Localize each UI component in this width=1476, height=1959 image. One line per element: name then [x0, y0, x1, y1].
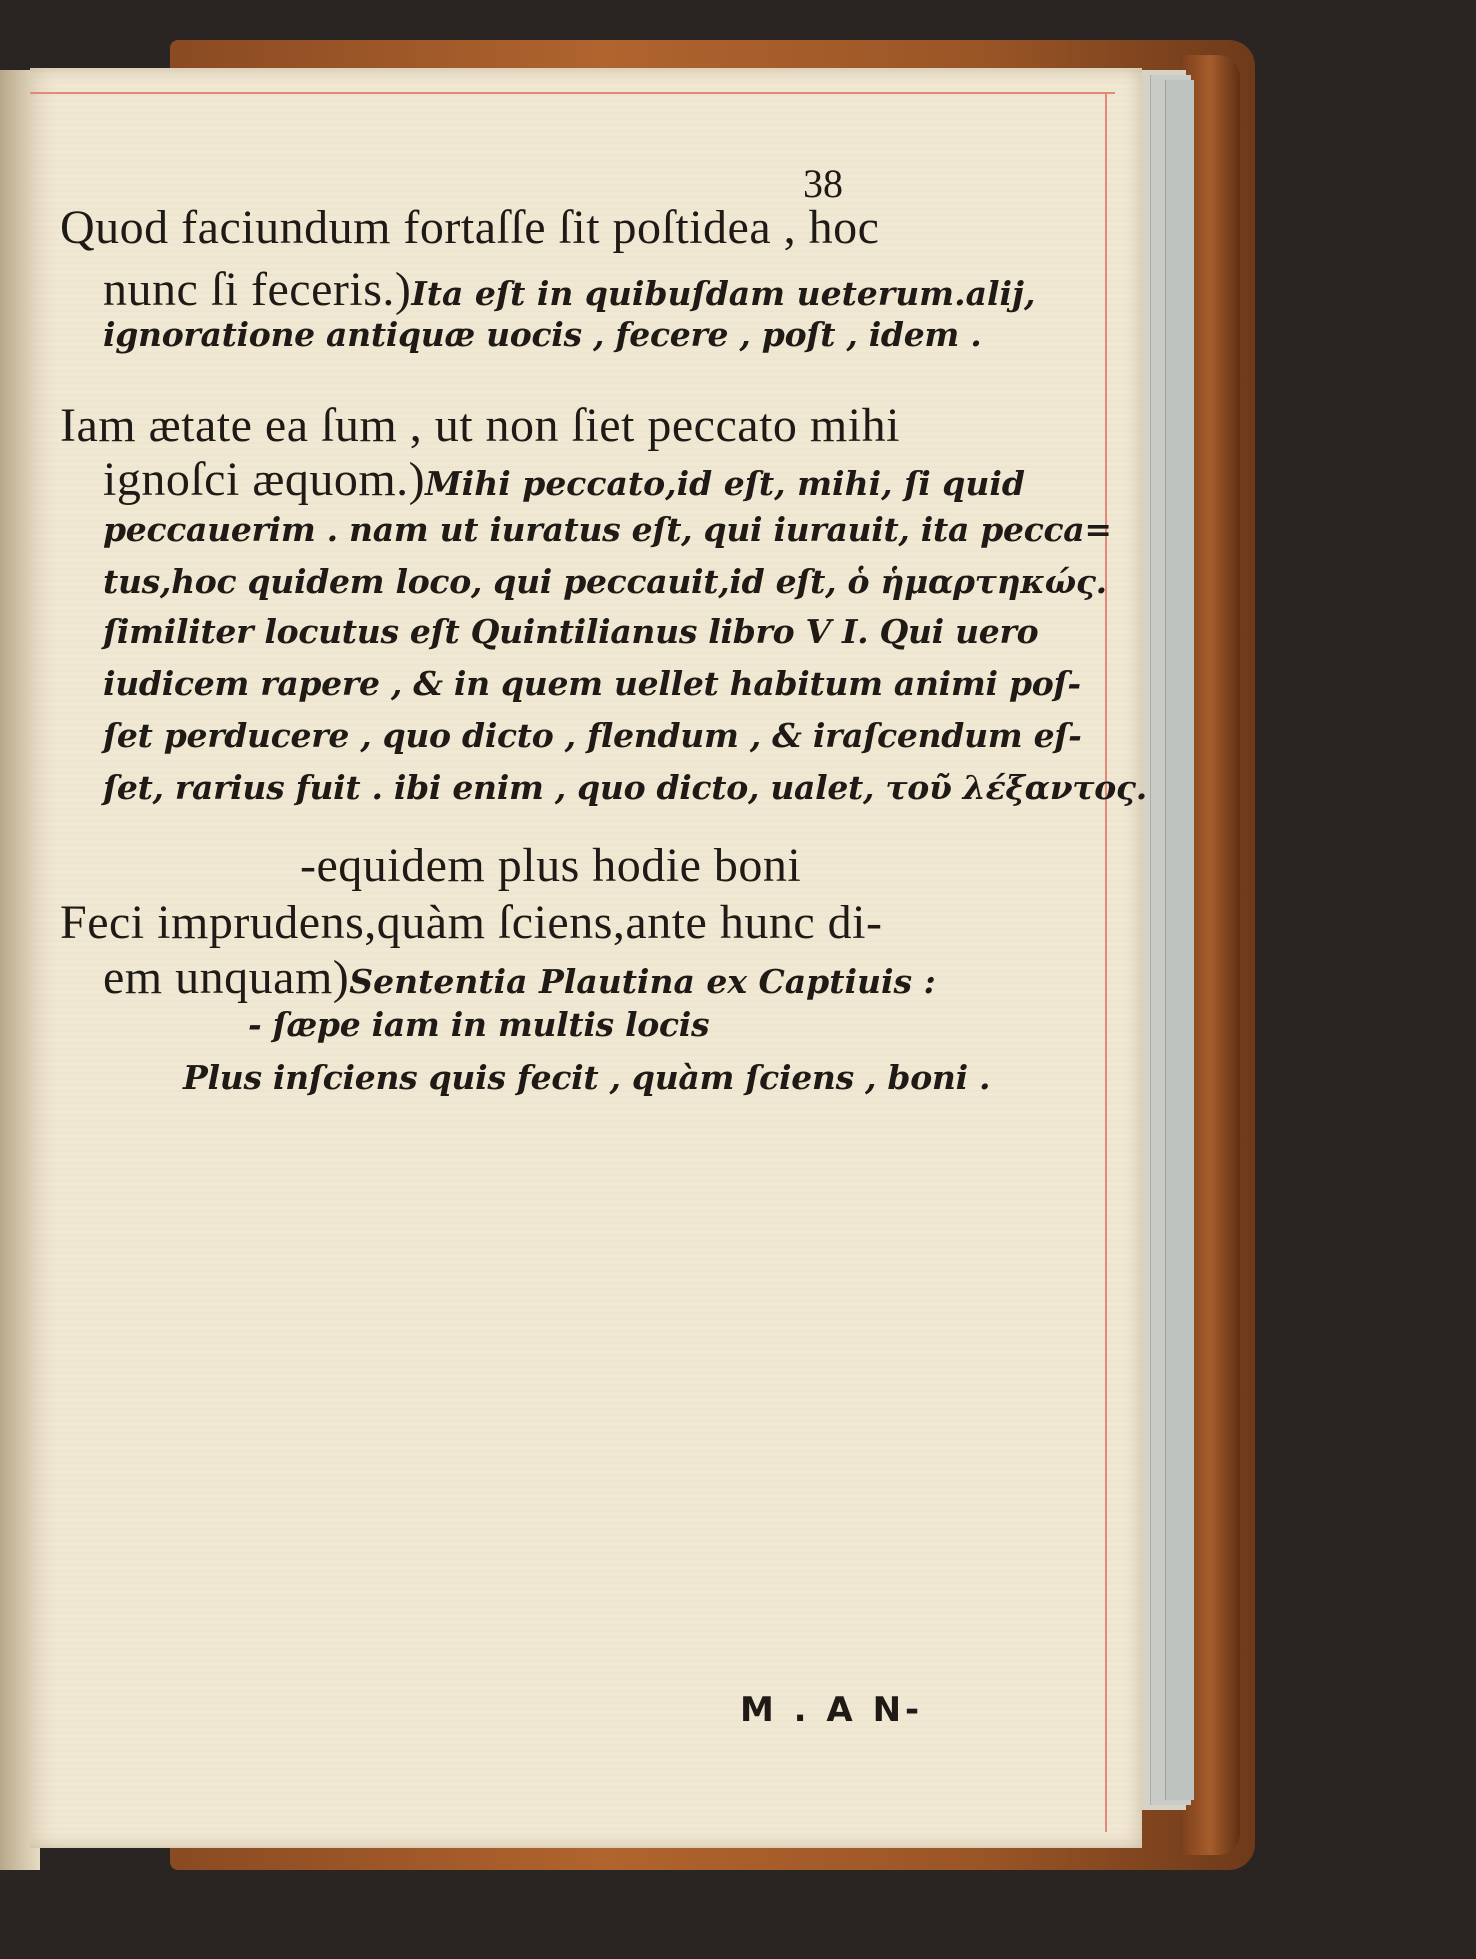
text-line: -equidem plus hodie boni	[300, 839, 802, 892]
commentary-line: peccauerim . nam ut iuratus eſt, qui iurauit, ita pecca=	[103, 510, 1112, 549]
commentary-line: iudicem rapere , & in quem uellet habitum animi poſ-	[103, 664, 1081, 703]
page-number: 38	[803, 161, 843, 206]
text-line: Iam ætate ea ſum , ut non ſiet peccato mihi	[60, 399, 900, 452]
verse-quotation-line: Plus inſciens quis fecit , quàm ſciens , boni .	[183, 1058, 991, 1097]
page-edge-stack	[1165, 80, 1194, 1800]
lemma-text: em unquam)	[103, 951, 350, 1004]
commentary-text: Ita eſt in quibuſdam ueterum.alij,	[411, 274, 1036, 313]
commentary-line: ſimiliter locutus eſt Quintilianus libro V I. Qui uero	[103, 612, 1039, 651]
commentary-text: Sententia Plautina ex Captiuis :	[349, 962, 936, 1001]
red-rule-right	[1105, 92, 1107, 1832]
lemma-text: ignoſci æquom.)	[103, 453, 426, 506]
catchword: M . A N-	[740, 1690, 924, 1730]
text-line: Quod faciundum fortaſſe ſit poſtidea , hoc	[60, 201, 880, 254]
red-rule-top	[30, 92, 1115, 94]
commentary-line: ignoratione antiquæ uocis , fecere , poſt , idem .	[103, 315, 982, 354]
text-line	[103, 262, 1035, 317]
text-line: Feci imprudens,quàm ſciens,ante hunc di-	[60, 896, 883, 949]
text-line	[103, 452, 1025, 507]
verse-quotation-line: - ſæpe iam in multis locis	[248, 1005, 710, 1044]
commentary-line: ſet, rarius fuit . ibi enim , quo dicto, ualet, τοῦ λέξαντος.	[103, 768, 1147, 807]
text-line	[103, 950, 936, 1005]
lemma-text: nunc ſi feceris.)	[103, 263, 412, 316]
commentary-line: ſet perducere , quo dicto , flendum , & iraſcendum eſ-	[103, 716, 1082, 755]
commentary-text: Mihi peccato,id eſt, mihi, ſi quid	[425, 464, 1025, 503]
commentary-line: tus,hoc quidem loco, qui peccauit,id eſt, ὁ ἡμαρτηκώς.	[103, 562, 1107, 601]
